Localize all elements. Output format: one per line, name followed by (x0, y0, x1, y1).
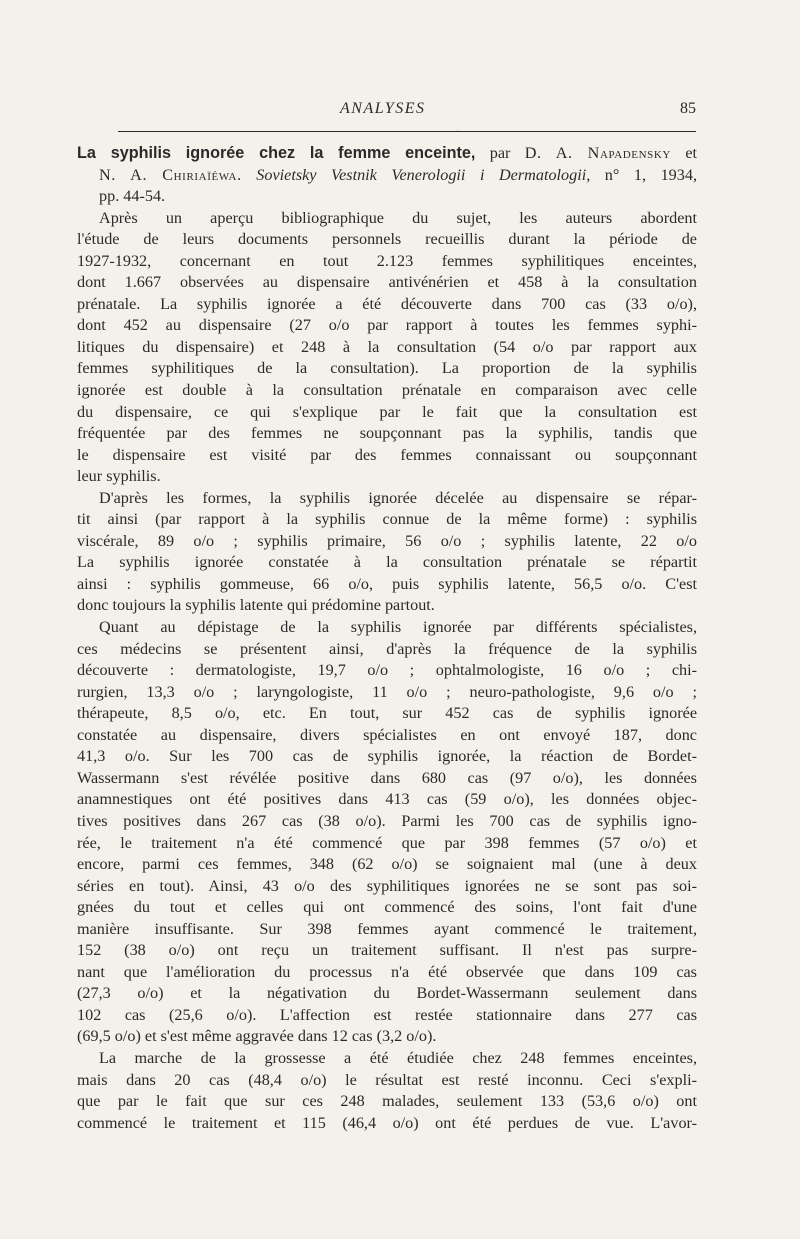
text-line: Wassermann s'est révélée positive dans 680 cas (97 o/o), les données (77, 768, 697, 787)
citation-line (77, 165, 697, 187)
text-line: prénatale. La syphilis ignorée a été découverte dans 700 cas (33 o/o), (77, 294, 697, 313)
text-line: D'après les formes, la syphilis ignorée décelée au dispensaire se répar- (99, 488, 697, 507)
text-line: rurgien, 13,3 o/o ; laryngologiste, 11 o/o ; neuro-pathologiste, 9,6 o/o ; (77, 682, 697, 701)
text-line: donc toujours la syphilis latente qui prédomine partout. (77, 596, 435, 615)
text-line: La marche de la grossesse a été étudiée chez 248 femmes enceintes, (99, 1048, 697, 1067)
text-line: ainsi : syphilis gommeuse, 66 o/o, puis syphilis latente, 56,5 o/o. C'est (77, 574, 697, 593)
text-line: du dispensaire, ce qui s'explique par le fait que la consultation est (77, 402, 697, 421)
text-line: viscérale, 89 o/o ; syphilis primaire, 56 o/o ; syphilis latente, 22 o/o (77, 531, 697, 550)
text-line: 102 cas (25,6 o/o). L'affection est restée stationnaire dans 277 cas (77, 1005, 697, 1024)
byline-prefix: par (489, 144, 511, 162)
text-line: l'étude de leurs documents personnels recueillis durant la période de (77, 230, 697, 249)
author-2: N. A. Chiriaïéwa. (99, 165, 242, 184)
text-line: tives positives dans 267 cas (38 o/o). Parmi les 700 cas de syphilis igno- (77, 811, 697, 830)
page-number: 85 (680, 100, 696, 117)
text-line: 1927-1932, concernant en tout 2.123 femmes syphilitiques enceintes, (77, 251, 697, 270)
text-line: tit ainsi (par rapport à la syphilis connue de la même forme) : syphilis (77, 510, 697, 529)
text-line: La syphilis ignorée constatée à la consultation prénatale se répartit (77, 553, 697, 572)
text-line: dont 452 au dispensaire (27 o/o par rapport à toutes les femmes syphi- (77, 316, 697, 335)
header-dot: . (456, 121, 459, 135)
text-line: 41,3 o/o. Sur les 700 cas de syphilis ignorée, la réaction de Bordet- (77, 747, 697, 766)
article-body (77, 143, 697, 1134)
text-line: constatée au dispensaire, divers spécialistes en ont envoyé 187, donc (77, 725, 697, 744)
text-line: fréquentée par des femmes ne soupçonnant pas la syphilis, tandis que (77, 424, 697, 443)
text-line: anamnestiques ont été positives dans 413 cas (59 o/o), les données objec- (77, 790, 697, 809)
text-line: 152 (38 o/o) ont reçu un traitement suffisant. Il n'est pas surpre- (77, 941, 697, 960)
body-text (77, 208, 697, 1135)
text-line: ignorée est double à la consultation prénatale en comparaison avec celle (77, 381, 697, 400)
text-line: que par le fait que sur ces 248 malades, seulement 133 (53,6 o/o) ont (77, 1092, 697, 1111)
journal-pages: pp. 44-54. (99, 187, 166, 206)
running-title: ANALYSES (340, 100, 426, 117)
text-line: rée, le traitement n'a été commencé que par 398 femmes (57 o/o) et (77, 833, 697, 852)
pages-line (77, 186, 697, 208)
text-line: mais dans 20 cas (48,4 o/o) le résultat est resté inconnu. Ceci s'expli- (77, 1070, 697, 1089)
journal-name: Sovietsky Vestnik Venerologii i Dermatologii, (256, 165, 591, 184)
text-line: séries en tout). Ainsi, 43 o/o des syphilitiques ignorées ne se sont pas soi- (77, 876, 697, 895)
text-line: (69,5 o/o) et s'est même aggravée dans 12 cas (3,2 o/o). (77, 1027, 437, 1046)
text-line: thérapeute, 8,5 o/o, etc. En tout, sur 452 cas de syphilis ignorée (77, 704, 697, 723)
text-line: encore, parmi ces femmes, 348 (62 o/o) se soignaient mal (une à deux (77, 855, 697, 874)
text-line: dont 1.667 observées au dispensaire antivénérien et 458 à la consultation (77, 273, 697, 292)
text-line: (27,3 o/o) et la négativation du Bordet-Wassermann seulement dans (77, 984, 697, 1003)
text-line: leur syphilis. (77, 467, 161, 486)
text-line: Quant au dépistage de la syphilis ignorée par différents spécialistes, (99, 618, 697, 637)
text-line: Après un aperçu bibliographique du sujet, les auteurs abordent (99, 208, 697, 227)
text-line: le dispensaire est visité par des femmes connaissant ou soupçonnant (77, 445, 697, 464)
article-title-line (77, 143, 697, 165)
header-rule (118, 131, 696, 132)
article-title: La syphilis ignorée chez la femme enceinte, (77, 144, 476, 162)
running-head (0, 100, 800, 122)
text-line: gnées du tout et celles qui ont commencé des soins, l'ont fait d'une (77, 898, 697, 917)
text-line: nant que l'amélioration du processus n'a été observée que dans 109 cas (77, 962, 697, 981)
text-line: ces médecins se présentent ainsi, d'après la fréquence de la syphilis (77, 639, 697, 658)
byline-conj: et (685, 144, 698, 162)
author-1: D. A. Napadensky (524, 144, 671, 162)
text-line: femmes syphilitiques de la consultation). La proportion de la syphilis (77, 359, 697, 378)
journal-issue: n° 1, 1934, (604, 165, 697, 184)
text-line: découverte : dermatologiste, 19,7 o/o ; ophtalmologiste, 16 o/o ; chi- (77, 661, 697, 680)
text-line: litiques du dispensaire) et 248 à la consultation (54 o/o par rapport aux (77, 337, 697, 356)
text-line: commencé le traitement et 115 (46,4 o/o) ont été perdues de vue. L'avor- (77, 1113, 697, 1132)
text-line: manière insuffisante. Sur 398 femmes ayant commencé le traitement, (77, 919, 697, 938)
